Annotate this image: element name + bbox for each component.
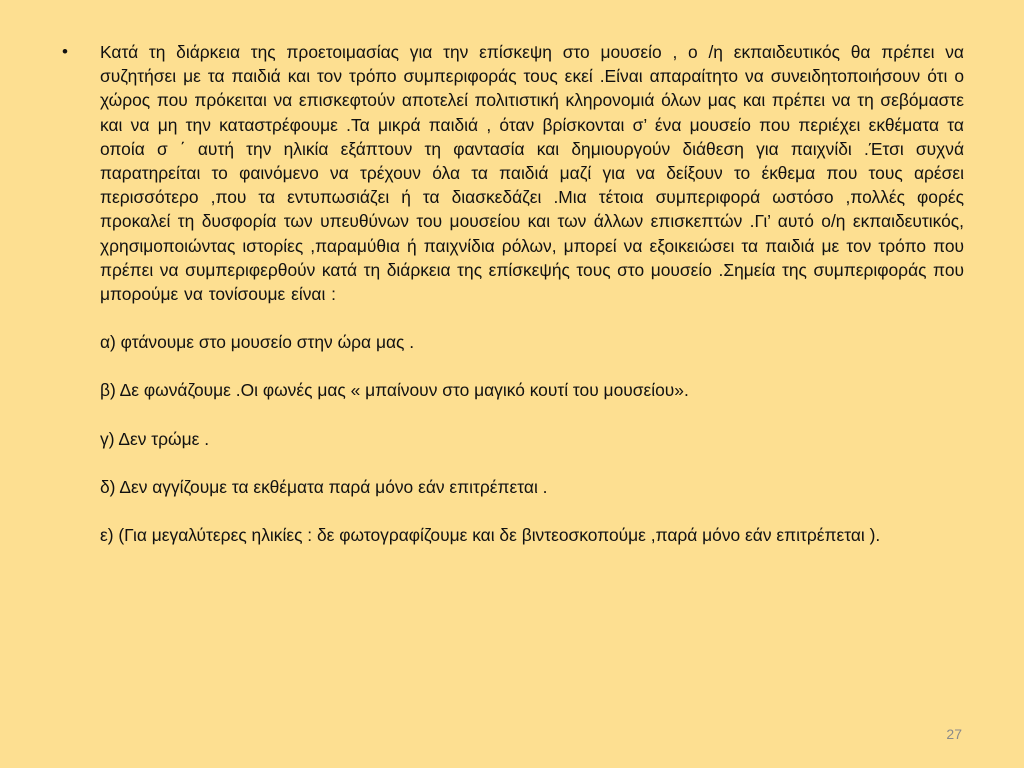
behavior-item-b: β) Δε φωνάζουμε .Οι φωνές μας « μπαίνουν στο μαγικό κουτί του μουσείου».: [100, 380, 689, 401]
behavior-item-c: γ) Δεν τρώμε .: [100, 428, 210, 449]
page-number: 27: [946, 726, 962, 742]
behavior-item-a: α) φτάνουμε στο μουσείο στην ώρα μας .: [100, 332, 415, 353]
bullet-point: •: [62, 42, 68, 61]
intro-paragraph: Κατά τη διάρκεια της προετοιμασίας για την επίσκεψη στο μουσείο , ο /η εκπαιδευτικός θα πρέπει να συζητήσει με τα παιδιά και τον τρόπο συμπεριφοράς τους εκεί .Είναι απαραίτητο να συνειδητοποιήσουν ότι ο χώρος που πρόκειται να επισκεφτούν αποτελεί πολιτιστική κληρονομιά όλων μας και πρέπει να τη σεβόμαστε και να μη την καταστρέφουμε .Τα μικρά παιδιά , όταν βρίσκονται σ’ ένα μουσείο που περιέχει εκθέματα τα οποία σ ΄ αυτή την ηλικία εξάπτουν τη φαντασία και δημιουργούν διάθεση για παιχνίδι .Έτσι συχνά παρατηρείται το φαινόμενο να τρέχουν όλα τα παιδιά μαζί για να δείξουν το έκθεμα που τους αρέσει περισσότερο ,που τα εντυπωσιάζει ή τα διασκεδάζει .Μια τέτοια συμπεριφορά ωστόσο ,πολλές φορές προκαλεί τη δυσφορία των υπευθύνων του μουσείου και των άλλων επισκεπτών .Γι’ αυτό ο/η εκπαιδευτικός, χρησιμοποιώντας ιστορίες ,παραμύθια ή παιχνίδια ρόλων, μπορεί να εξοικειώσει τα παιδιά με τον τρόπο που πρέπει να συμπεριφερθούν κατά τη διάρκεια της επίσκεψής τους στο μουσείο .Σημεία της συμπεριφοράς που μπορούμε να τονίσουμε είναι :: [100, 42, 964, 305]
behavior-item-d: δ) Δεν αγγίζουμε τα εκθέματα παρά μόνο εάν επιτρέπεται .: [100, 476, 548, 497]
slide-content: [62, 40, 964, 547]
behavior-item-e: ε) (Για μεγαλύτερες ηλικίες : δε φωτογραφίζουμε και δε βιντεοσκοπούμε ,παρά μόνο εάν επιτρέπεται ).: [100, 525, 881, 546]
